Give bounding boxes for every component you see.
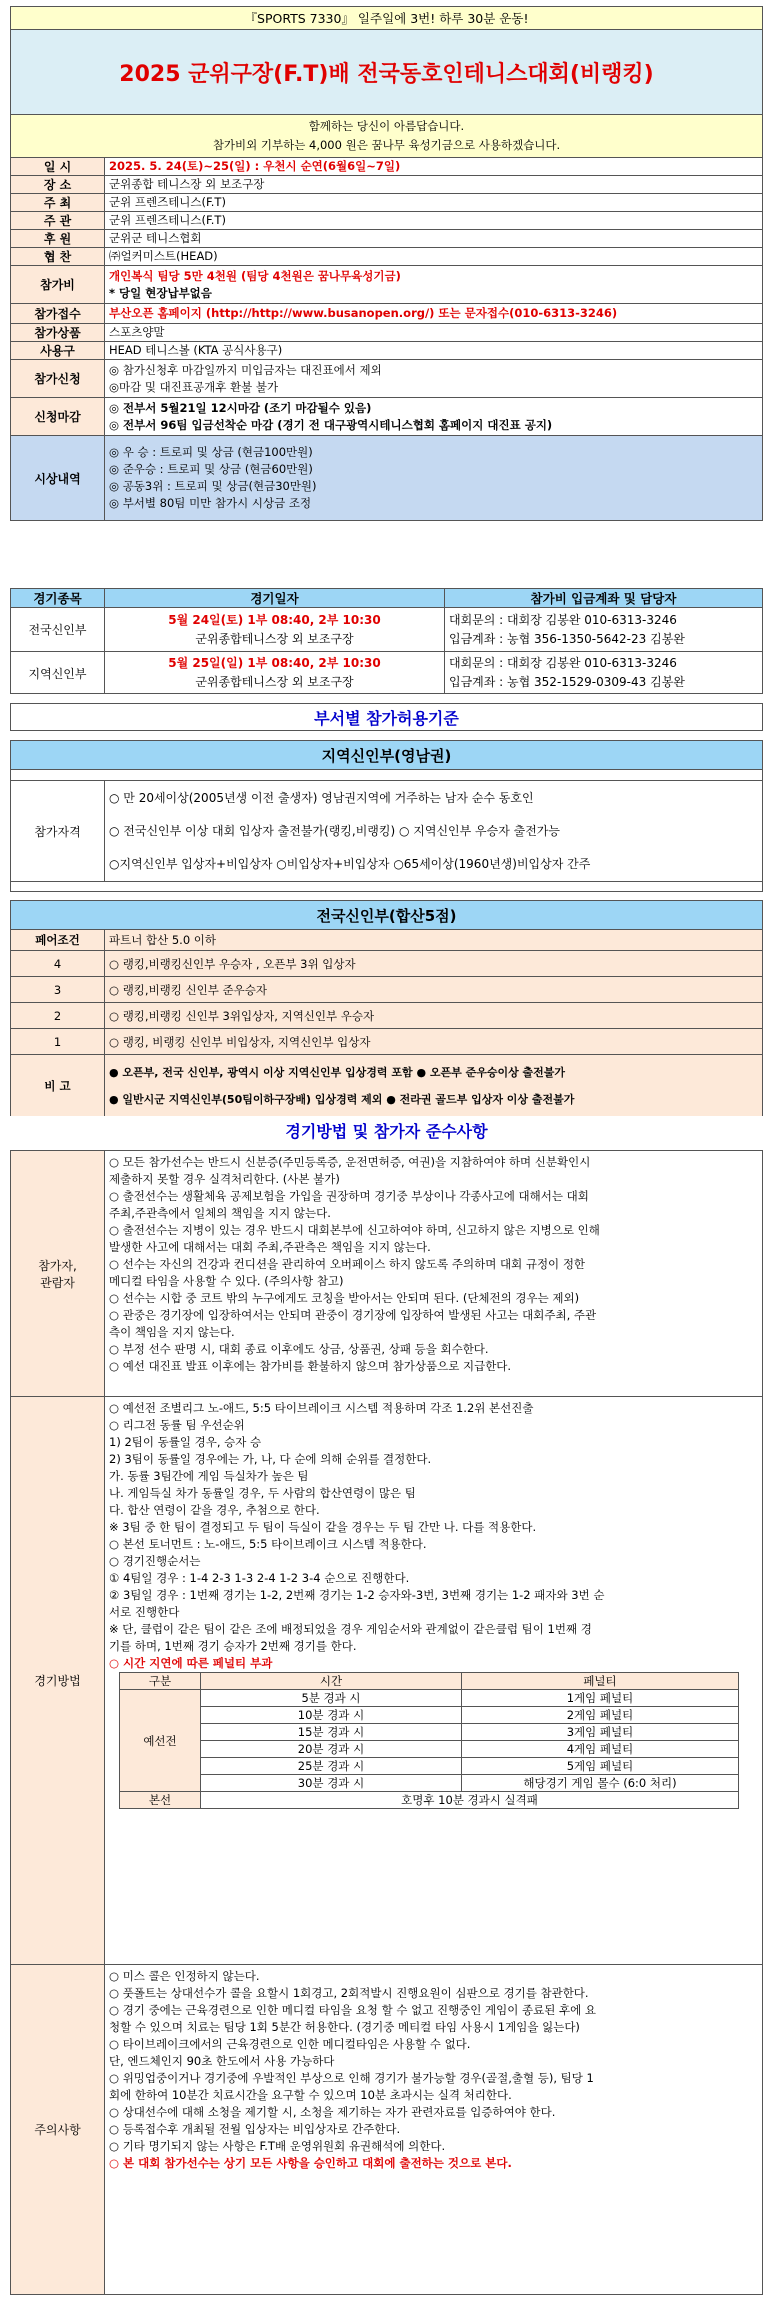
method-rule-line: 2) 3팀이 동률일 경우에는 가, 나, 다 순에 의해 순위를 결정한다. [109,1452,432,1466]
info-label: 신청마감 [11,398,105,435]
schedule-row [11,608,762,652]
participant-rule-line: ○ 선수는 자신의 건강과 컨디션을 관리하여 오버페이스 하지 않도록 주의하며 대회 규정이 정한 [109,1257,586,1271]
info-label: 주 최 [11,194,105,211]
rules-title [10,1118,763,1142]
score-criteria: ○ 랭킹,비랭킹신인부 우승자 , 오픈부 3위 입상자 [109,956,356,971]
national-title: 전국신인부(합산5점) [11,901,762,930]
penalty-final-label: 본선 [120,1792,201,1809]
schedule-date: 5월 25일(일) 1부 08:40, 2부 10:30 [168,656,381,670]
participant-rule-line: ○ 선수는 시합 중 코트 밖의 누구에게도 코칭을 받아서는 안되며 된다. (단체전의 경우는 제외) [109,1291,580,1305]
info-value: HEAD 테니스볼 (KTA 공식사용구) [109,343,283,357]
info-value: 스포츠양말 [109,325,165,339]
info-value: ◎마감 및 대진표공개후 환불 불가 [109,379,279,394]
note-line: ● 오픈부, 전국 신인부, 광역시 이상 지역신인부 입상경력 포함 ● 오픈부 준우승이상 출전불가 [109,1065,566,1079]
method-rule-line: ○ 경기진행순서는 [109,1554,201,1568]
info-row [10,360,763,398]
info-value: ㈜얼커미스트(HEAD) [109,249,218,263]
info-label: 주 관 [11,212,105,229]
penalty-row [120,1775,739,1792]
national-note-row [11,1055,762,1116]
caution-final-line: ○ 본 대회 참가선수는 상기 모든 사항을 승인하고 대회에 출전하는 것으로 본다. [109,2156,512,2170]
info-value: ◎ 전부서 5월21일 12시마감 (조기 마감될수 있음) [109,400,372,415]
info-row [10,194,763,212]
info-label: 시상내역 [11,436,105,520]
schedule-account: 입금계좌 : 농협 352-1529-0309-43 김봉완 [449,675,685,689]
penalty-row [120,1707,739,1724]
penalty-final-text: 호명후 10분 경과시 실격패 [201,1792,739,1809]
penalty-value: 4게임 페널티 [462,1741,739,1758]
caution-rule-line: ○ 기타 명기되지 않는 사항은 F.T배 운영위원회 유권해석에 의한다. [109,2139,446,2153]
schedule-header-date: 경기일자 [105,589,445,607]
caution-rule-line: ○ 위밍업중이거나 경기중에 우발적인 부상으로 인해 경기가 불가능할 경우(골절,출혈 등), 팀당 1 [109,2071,594,2085]
participants-label: 참가자, 관람자 [11,1151,105,1396]
schedule-venue: 군위종합테니스장 외 보조구장 [195,631,354,646]
regional-line: ○지역신인부 입상자+비입상자 ○비입상자+비입상자 ○65세이상(1960년생)비입상자 간주 [109,856,591,871]
penalty-time: 15분 경과 시 [201,1724,462,1741]
info-value: 군위군 테니스협회 [109,231,202,245]
penalty-title: ○ 시간 지연에 따른 페널티 부과 [109,1656,273,1670]
caution-rule-line: ○ 미스 콜은 인정하지 않는다. [109,1969,260,1983]
penalty-header: 페널티 [462,1673,739,1690]
penalty-time: 10분 경과 시 [201,1707,462,1724]
caution-rule-line: ○ 경기 중에는 근육경련으로 인한 메디컬 타임을 요청 할 수 없고 진행중인 게임이 종료된 후에 요 [109,2003,597,2017]
info-value: 군위 프렌즈테니스(F.T) [109,195,226,209]
participant-rule-line: ○ 부정 선수 판명 시, 대회 종료 이후에도 상금, 상품권, 상패 등을 회수한다. [109,1342,489,1356]
penalty-time: 5분 경과 시 [201,1690,462,1707]
penalty-time: 30분 경과 시 [201,1775,462,1792]
info-value: 2025. 5. 24(토)~25(일) : 우천시 순연(6월6일~7일) [109,159,401,173]
schedule-date: 5월 24일(토) 1부 08:40, 2부 10:30 [168,612,381,627]
score-criteria: ○ 랭킹,비랭킹 신인부 3위입상자, 지역신인부 우승자 [109,1008,375,1023]
score-value: 3 [11,977,105,1002]
info-value: ◎ 참가신청후 마감일까지 미입금자는 대진표에서 제외 [109,362,382,377]
rules-title-text: 경기방법 및 참가자 준수사항 [285,1121,488,1141]
penalty-value: 해당경기 게임 몰수 (6:0 처리) [462,1775,739,1792]
national-score-row [11,1029,762,1055]
info-label: 참가접수 [11,304,105,323]
score-criteria: ○ 랭킹,비랭킹 신인부 준우승자 [109,982,267,997]
schedule-account: 입금계좌 : 농협 356-1350-5642-23 김봉완 [449,631,685,646]
participant-rule-line: 측이 책임을 지지 않는다. [109,1325,235,1339]
info-row [10,230,763,248]
method-rule-line: 가. 동률 3팀간에 게임 득실차가 높은 팀 [109,1469,309,1483]
info-label: 사용구 [11,342,105,359]
penalty-row [120,1758,739,1775]
intro-box [10,114,763,158]
info-value: 군위종합 테니스장 외 보조구장 [109,177,265,191]
method-rule-line: ○ 예선전 조별리그 노-애드, 5:5 타이브레이크 시스템 적용하며 각조 1.2위 본선진출 [109,1401,534,1415]
method-rule-line: ① 4팀일 경우 : 1-4 2-3 1-3 2-4 1-2 3-4 순으로 진행한다. [109,1571,410,1585]
schedule-header-contact: 참가비 입금계좌 및 담당자 [530,591,677,606]
regional-section [10,740,763,892]
participant-rule-line: ○ 관중은 경기장에 입장하여서는 안되며 관중이 경기장에 입장하여 발생된 사고는 대회주최, 주관 [109,1308,597,1322]
method-rule-line: ※ 단, 클럽이 같은 팀이 같은 조에 배정되었을 경우 게임순서와 관계없이 같은클럽 팀이 1번째 경 [109,1622,592,1636]
method-rule-line: 나. 게임득실 차가 동률일 경우, 두 사람의 합산연령이 많은 팀 [109,1486,416,1500]
schedule-event: 전국신인부 [11,608,105,651]
caution-rule-line: 청할 수 있으며 치료는 팀당 1회 5분간 허용한다. (경기중 메티컬 타임 사용시 1게임을 잃는다) [109,2020,580,2034]
caution-rule-line: ○ 풋폴트는 상대선수가 콜을 요할시 1회경고, 2회적발시 진행요원이 심판으로 경기를 참관한다. [109,1986,589,2000]
penalty-value: 3게임 페널티 [462,1724,739,1741]
penalty-value: 5게임 페널티 [462,1758,739,1775]
pair-condition-label: 페어조건 [11,930,105,950]
info-value: ◎ 우 승 : 트로피 및 상금 (현금100만원) [109,445,313,459]
national-section [10,900,763,1116]
info-value: ◎ 준우승 : 트로피 및 상금 (현금60만원) [109,462,313,476]
penalty-prelim-label: 예선전 [120,1690,201,1792]
info-value: ◎ 공동3위 : 트로피 및 상금(현금30만원) [109,479,317,493]
penalty-header: 시간 [201,1673,462,1690]
method-rule-line: 다. 합산 연령이 같을 경우, 추첨으로 한다. [109,1503,320,1517]
regional-label: 참가자격 [11,781,105,881]
regional-title: 지역신인부(영남권) [11,741,762,770]
method-rule-line: 서로 진행한다 [109,1605,180,1619]
penalty-time: 25분 경과 시 [201,1758,462,1775]
penalty-value: 2게임 페널티 [462,1707,739,1724]
pair-condition-value: 파트너 합산 5.0 이하 [109,933,217,947]
penalty-row [120,1741,739,1758]
schedule-header-event: 경기종목 [11,589,105,607]
schedule-contact: 대회문의 : 대회장 김봉완 010-6313-3246 [449,656,677,670]
participant-rule-line: ○ 출전선수는 생활체육 공제보험을 가입을 권장하며 경기중 부상이나 각종사고에 대해서는 대회 [109,1189,589,1203]
info-row [10,158,763,176]
info-row [10,324,763,342]
participant-rule-line: 주최,주관측에서 일체의 책임을 지지 않는다. [109,1206,331,1220]
criteria-title-text: 부서별 참가허용기준 [314,708,459,728]
participant-rule-line: ○ 모든 참가선수는 반드시 신분증(주민등록증, 운전면허증, 여권)을 지참하여야 하며 신분확인시 [109,1155,591,1169]
method-rule-line: ② 3팀일 경우 : 1번째 경기는 1-2, 2번째 경기는 1-2 승자와-3번, 3번째 경기는 1-2 패자와 3번 순 [109,1588,605,1602]
info-row [10,304,763,324]
caution-rules [11,1965,762,2294]
intro-line: 함께하는 당신이 아름답습니다. [308,119,465,133]
info-value: ◎ 전부서 96팀 입금선착순 마감 (경기 전 대구광역시테니스협회 홈페이지 대진표 공지) [109,417,553,432]
participants-rules [11,1151,762,1397]
schedule-table [10,588,763,694]
info-label: 후 원 [11,230,105,247]
info-value: 군위 프렌즈테니스(F.T) [109,213,226,227]
national-score-row [11,977,762,1003]
info-value: 부산오픈 홈페이지 (http://http://www.busanopen.org/) 또는 문자접수(010-6313-3246) [109,306,618,320]
info-row [10,436,763,521]
cautions-label: 주의사항 [11,1965,105,2294]
rules-section [10,1150,763,2295]
penalty-time: 20분 경과 시 [201,1741,462,1758]
info-row [10,398,763,436]
info-row [10,266,763,304]
method-rules [11,1397,762,1965]
score-value: 1 [11,1029,105,1054]
info-row [10,176,763,194]
method-rule-line: 기를 하며, 1번째 경기 승자가 2번째 경기를 한다. [109,1639,357,1653]
national-head-row [11,930,762,951]
schedule-contact: 대회문의 : 대회장 김봉완 010-6313-3246 [449,612,677,627]
method-rule-line: ○ 리그전 동률 팀 우선순위 [109,1418,245,1432]
info-row [10,342,763,360]
banner: 『SPORTS 7330』 일주일에 3번! 하루 30분 운동! [10,6,763,30]
intro-line: 참가비외 기부하는 4,000 원은 꿈나무 육성기금으로 사용하겠습니다. [212,138,561,152]
penalty-value: 1게임 페널티 [462,1690,739,1707]
penalty-table [119,1672,739,1809]
method-label: 경기방법 [11,1397,105,1964]
participant-rule-line: 메디컬 타임을 사용할 수 있다. (주의사항 참고) [109,1274,344,1288]
score-value: 4 [11,951,105,976]
method-rule-line: ※ 3팀 중 한 팀이 결정되고 두 팀이 득실이 같을 경우는 두 팀 간만 나. 다를 적용한다. [109,1520,537,1534]
info-label: 참가상품 [11,324,105,341]
participant-rule-line: ○ 출전선수는 지병이 있는 경우 반드시 대회본부에 신고하여야 하며, 신고하지 않은 지병으로 인해 [109,1223,600,1237]
info-label: 참가비 [11,266,105,303]
score-criteria: ○ 랭킹, 비랭킹 신인부 비입상자, 지역신인부 입상자 [109,1034,371,1049]
schedule-row [11,652,762,694]
method-rule-line: ○ 본선 토너먼트 : 노-애드, 5:5 타이브레이크 시스템 적용한다. [109,1537,427,1551]
info-label: 협 찬 [11,248,105,265]
caution-rule-line: 단, 엔드체인지 90초 한도에서 사용 가능하다 [109,2054,335,2068]
penalty-row [120,1724,739,1741]
info-value: ◎ 부서별 80팀 미만 참가시 시상금 조정 [109,496,312,510]
title-box [10,30,763,114]
schedule-header [11,589,762,608]
participant-rule-line: 제출하지 못할 경우 실격처리한다. (사본 불가) [109,1172,340,1186]
national-score-row [11,951,762,977]
method-rule-line: 1) 2팀이 동률일 경우, 승자 승 [109,1435,262,1449]
note-line: ● 일반시군 지역신인부(50팀이하구장배) 입상경력 제외 ● 전라권 골드부 입상자 이상 출전불가 [109,1092,575,1106]
national-score-row [11,1003,762,1029]
info-label: 장 소 [11,176,105,193]
caution-rule-line: ○ 타이브레이크에서의 근육경련으로 인한 메디컬타임은 사용할 수 없다. [109,2037,471,2051]
info-value: 개인복식 팀당 5만 4천원 (팀당 4천원은 꿈나무육성기금) [109,268,401,283]
criteria-title [10,703,763,731]
regional-line: ○ 전국신인부 이상 대회 입상자 출전불가(랭킹,비랭킹) ○ 지역신인부 우승자 출전가능 [109,823,560,838]
info-row [10,212,763,230]
info-row [10,248,763,266]
note-label: 비 고 [11,1055,105,1116]
score-value: 2 [11,1003,105,1028]
penalty-row [120,1690,739,1707]
regional-line: ○ 만 20세이상(2005년생 이전 출생자) 영남권지역에 거주하는 남자 순수 동호인 [109,790,534,805]
page-title: 2025 군위구장(F.T)배 전국동호인테니스대회(비랭킹) [119,61,654,87]
participant-rule-line: 발생한 사고에 대해서는 대회 주최,주관측은 책임을 지지 않는다. [109,1240,431,1254]
schedule-venue: 군위종합테니스장 외 보조구장 [195,675,354,689]
info-label: 참가신청 [11,360,105,397]
caution-rule-line: ○ 상대선수에 대해 소청을 제기할 시, 소청을 제기하는 자가 관련자료를 입증하여야 한다. [109,2105,556,2119]
caution-rule-line: 회에 한하여 10분간 치료시간을 요구할 수 있으며 10분 초과시는 실격 처리한다. [109,2088,512,2102]
caution-rule-line: ○ 등록접수후 개최될 전월 입상자는 비입상자로 간주한다. [109,2122,401,2136]
info-label: 일 시 [11,158,105,175]
regional-body [11,781,762,882]
penalty-header: 구분 [120,1673,201,1690]
schedule-event: 지역신인부 [11,652,105,694]
info-value: * 당일 현장납부없음 [109,285,212,300]
participant-rule-line: ○ 예선 대진표 발표 이후에는 참가비를 환불하지 않으며 참가상품으로 지급한다. [109,1359,512,1373]
